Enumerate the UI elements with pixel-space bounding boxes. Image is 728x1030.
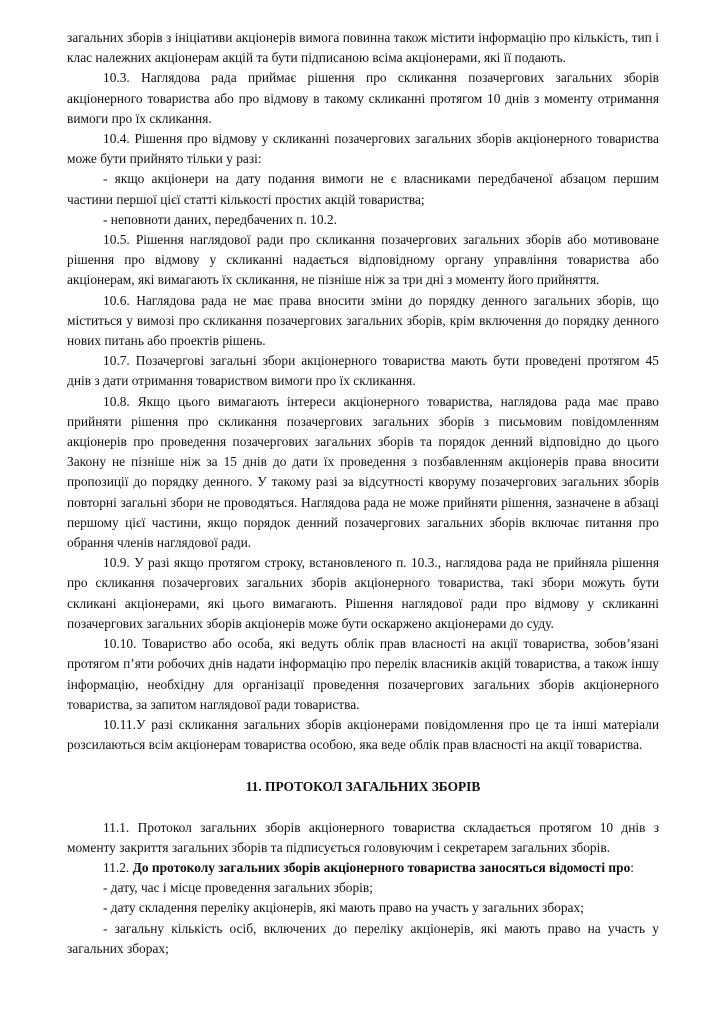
paragraph-10-6: 10.6. Наглядова рада не має права вносити зміни до порядку денного загальних зборів, що міститься у вимозі про скликання позачергових загальних зборів, крім включення до порядку денного нових питань або проектів рішень. xyxy=(67,292,659,349)
list-item: - загальну кількість осіб, включених до переліку акціонерів, які мають право на участь у загальних зборах; xyxy=(67,920,659,956)
section-heading: 11. ПРОТОКОЛ ЗАГАЛЬНИХ ЗБОРІВ xyxy=(245,779,481,795)
paragraph-10-11: 10.11.У разі скликання загальних зборів акціонерами повідомлення про це та інші матеріали розсилаються всім акціонерам товариства особою, яка веде облік прав власності на акції товариства. xyxy=(67,716,659,753)
list-item-10-4-b: - неповноти даних, передбачених п. 10.2. xyxy=(103,211,337,227)
document-page xyxy=(67,28,659,959)
paragraph-10-9: 10.9. У разі якщо протягом строку, встановленого п. 10.3., наглядова рада не прийняла рішення про скликання позачергових загальних зборів акціонерного товариства, такі збори можуть бути скликані акціонерами, які цього вимагають. Рішення наглядової ради про відмову у скликанні позачергових загальних зборів акціонерів може бути оскаржено акціонерами до суду. xyxy=(67,555,659,631)
paragraph-10-8: 10.8. Якщо цього вимагають інтереси акціонерного товариства, наглядова рада має право прийняти рішення про скликання позачергових загальних зборів з письмовим повідомленням акціонерів про проведення позачергових загальних зборів та порядок денний відповідно до цього Закону не пізніше ніж за 15 днів до дати їх проведення з позбавленням акціонерів права вносити пропозиції до порядку денного. У такому разі за відсутності кворуму позачергових загальних зборів повторні загальні збори не проводяться. Наглядова рада не може прийняти рішення, зазначене в абзаці першому цієї частини, якщо порядок денний позачергових загальних зборів включає питання про обрання членів наглядової ради. xyxy=(67,393,659,551)
list-item-10-4-a: - якщо акціонери на дату подання вимоги не є власниками передбаченої абзацом першим частини першої цієї статті кількості простих акцій товариства; xyxy=(67,171,659,207)
paragraph-11-2-bold-text: До протоколу загальних зборів акціонерного товариства заносяться відомості про xyxy=(132,859,631,875)
paragraph-11-2 xyxy=(67,858,659,878)
paragraph-10-5: 10.5. Рішення наглядової ради про скликання позачергових загальних зборів або мотивоване рішення про відмову у скликанні надається відповідному органу управління товариства або акціонерам, які вимагають їх скликання, не пізніше ніж за три дні з моменту його прийняття. xyxy=(67,232,659,288)
paragraph-10-10: 10.10. Товариство або особа, які ведуть облік прав власності на акції товариства, зобов’язані протягом п’яти робочих днів надати інформацію про перелік власників акцій товариства, а також іншу інформацію, необхідну для організації проведення позачергових загальних зборів акціонерного товариства, за запитом наглядової ради товариства. xyxy=(67,636,659,712)
paragraph-11-2-colon: : xyxy=(630,859,635,875)
paragraph-continuation: загальних зборів з ініціативи акціонерів вимога повинна також містити інформацію про кількість, тип і клас належних акціонерам акцій та бути підписаною всіма акціонерами, які її подають. xyxy=(67,30,659,66)
paragraph-10-7: 10.7. Позачергові загальні збори акціонерного товариства мають бути проведені протягом 45 днів з дати отримання товариством вимоги про їх скликання. xyxy=(67,353,659,389)
list-item: - дату складення переліку акціонерів, які мають право на участь у загальних зборах; xyxy=(103,900,584,916)
paragraph-11-1: 11.1. Протокол загальних зборів акціонерного товариства складається протягом 10 днів з моменту закриття загальних зборів та підписується головуючим і секретарем загальних зборів. xyxy=(67,819,659,855)
list-item: - дату, час і місце проведення загальних зборів; xyxy=(103,880,373,896)
paragraph-10-4: 10.4. Рішення про відмову у скликанні позачергових загальних зборів акціонерного товариства може бути прийнято тільки у разі: xyxy=(67,131,659,167)
paragraph-11-2-number: 11.2. xyxy=(103,859,133,875)
paragraph-10-3: 10.3. Наглядова рада приймає рішення про скликання позачергових загальних зборів акціонерного товариства або про відмову в такому скликанні протягом 10 днів з моменту отримання вимоги про їх скликання. xyxy=(67,70,659,126)
